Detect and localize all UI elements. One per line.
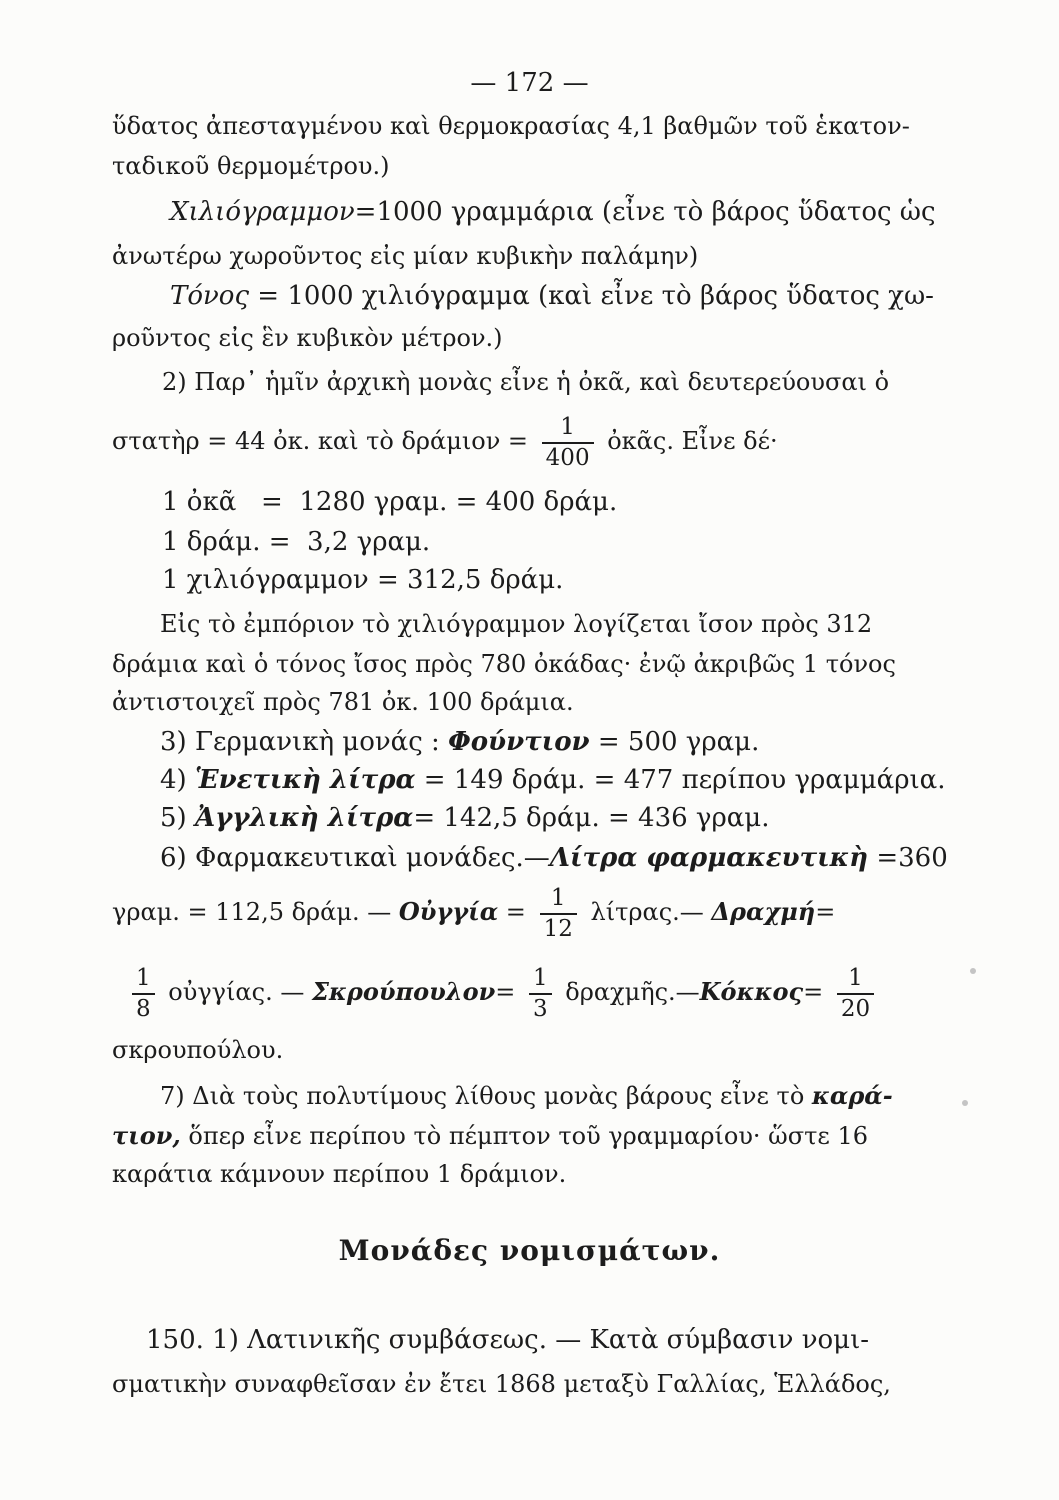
text-line: ἀντιστοιχεῖ πρὸς 781 ὀκ. 100 δράμια. <box>112 688 574 716</box>
venetian-unit-line: 4) Ἑνετικὴ λίτρα = 149 δράμ. = 477 περίπου γραμμάρια. <box>160 765 946 795</box>
text-line: ταδικοῦ θερμομέτρου.) <box>112 152 390 180</box>
definition-kilogram: Χιλιόγραμμον=1000 γραμμάρια (εἶνε τὸ βάρος ὕδατος ὡς <box>170 197 936 227</box>
text-line: ὕδατος ἀπεσταγμένου καὶ θερμοκρασίας 4,1 βαθμῶν τοῦ ἑκατον- <box>112 112 910 140</box>
text-line: ἀνωτέρω χωροῦντος εἰς μίαν κυβικὴν παλάμην) <box>112 242 699 270</box>
term-kilogram: Χιλιόγραμμον <box>170 197 355 227</box>
equation-line: 1 ὀκᾶ = 1280 γραμ. = 400 δράμ. <box>162 487 618 517</box>
term-ton: Τόνος <box>170 281 250 311</box>
fraction-1-3: $\frac{1}{3}$ <box>529 967 552 1021</box>
equation-line: 1 δράμ. = 3,2 γραμ. <box>162 527 431 557</box>
text-line: 2) Παρ᾽ ἡμῖν ἀρχικὴ μονὰς εἶνε ἡ ὀκᾶ, καὶ δευτερεύουσαι ὁ <box>162 368 890 396</box>
text-line: σκρουπούλου. <box>112 1036 284 1064</box>
margin-speck <box>962 1100 968 1106</box>
fraction-1-12: $\frac{1}{12}$ <box>540 887 577 941</box>
scruple-line: $\frac{1}{8}$ οὐγγίας. — Σκρούπουλον= $\frac{1}{3}$ δραχμῆς.—Κόκκος= $\frac{1}{20}$ <box>112 960 880 1024</box>
english-unit-line: 5) Ἀγγλικὴ λίτρα= 142,5 δράμ. = 436 γραμ. <box>160 803 770 833</box>
page-number: — 172 — <box>470 68 589 98</box>
text-line: δράμια καὶ ὁ τόνος ἴσος πρὸς 780 ὀκάδας· ἐνῷ ἀκριβῶς 1 τόνος <box>112 650 896 678</box>
german-unit-line: 3) Γερμανικὴ μονάς : Φούντιον = 500 γραμ. <box>160 727 760 757</box>
pharma-unit-line: 6) Φαρμακευτικαὶ μονάδες.—Λίτρα φαρμακευτικὴ =360 <box>160 843 948 873</box>
carat-line-2: τιον, ὅπερ εἶνε περίπου τὸ πέμπτον τοῦ γραμμαρίου· ὥστε 16 <box>112 1121 869 1150</box>
section-heading: Μονάδες νομισμάτων. <box>338 1234 721 1267</box>
stater-line: στατὴρ = 44 ὀκ. καὶ τὸ δράμιον = $\frac{1}{400}$ ὀκᾶς. Εἶνε δέ· <box>112 413 778 471</box>
fraction-1-20: $\frac{1}{20}$ <box>837 967 874 1021</box>
text-line: καράτια κάμνουν περίπου 1 δράμιον. <box>112 1160 567 1188</box>
text-line: Εἰς τὸ ἐμπόριον τὸ χιλιόγραμμον λογίζεται ἴσον πρὸς 312 <box>160 610 873 638</box>
fraction-1-400: $\frac{1}{400}$ <box>542 416 594 470</box>
ounce-line: γραμ. = 112,5 δράμ. — Οὐγγία = $\frac{1}{12}$ λίτρας.— Δραχμή= <box>112 884 836 942</box>
carat-line: 7) Διὰ τοὺς πολυτίμους λίθους μονὰς βάρους εἶνε τὸ καρά- <box>160 1081 893 1110</box>
text-line: 150. 1) Λατινικῆς συμβάσεως. — Κατὰ σύμβασιν νομι- <box>146 1325 870 1355</box>
margin-speck <box>970 968 976 974</box>
fraction-1-8: $\frac{1}{8}$ <box>132 967 155 1021</box>
text-line: ροῦντος εἰς ἓν κυβικὸν μέτρον.) <box>112 324 503 352</box>
equation-line: 1 χιλιόγραμμον = 312,5 δράμ. <box>162 565 564 595</box>
definition-ton: Τόνος = 1000 χιλιόγραμμα (καὶ εἶνε τὸ βάρος ὕδατος χω- <box>170 281 934 311</box>
text-line: σματικὴν συναφθεῖσαν ἐν ἔτει 1868 μεταξὺ Γαλλίας, Ἑλλάδος, <box>112 1370 891 1398</box>
